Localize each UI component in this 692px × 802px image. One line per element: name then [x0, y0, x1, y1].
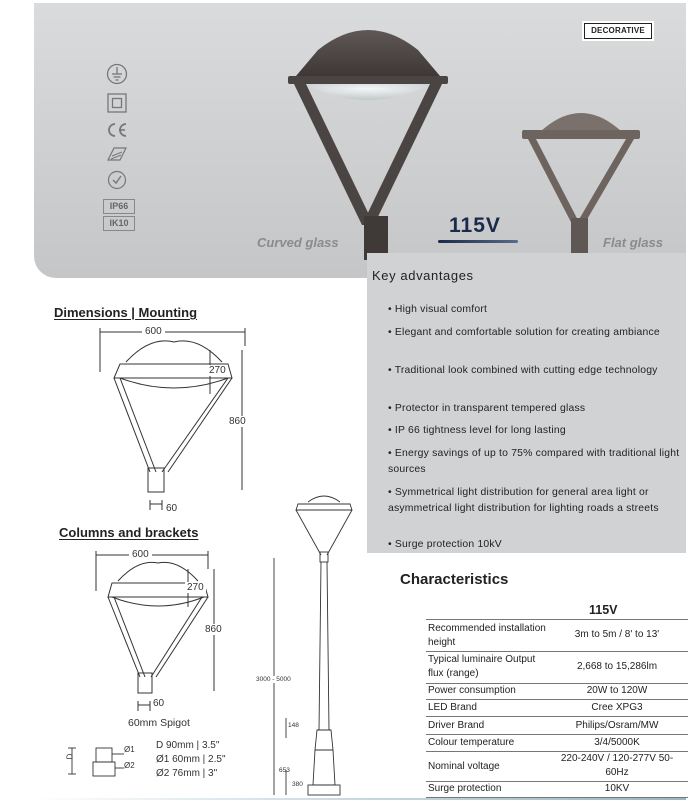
- voltage-label: 115V: [449, 214, 501, 237]
- advantage-item: • Energy savings of up to 75% compared with traditional light sources: [388, 448, 680, 475]
- table-row: [426, 752, 688, 782]
- row-label: Typical luminaire Output flux (range): [428, 654, 536, 679]
- row-label: Driver Brand: [428, 720, 485, 731]
- characteristics-title: Characteristics: [400, 571, 509, 588]
- advantage-item: • Surge protection 10kV: [388, 539, 502, 550]
- footer-rule: [30, 798, 686, 800]
- curved-glass-label: Curved glass: [257, 235, 339, 250]
- pole-dim-380: 380: [292, 781, 303, 788]
- curved-glass-luminaire: [280, 20, 456, 260]
- pole-dim-653: 653: [279, 767, 290, 774]
- voltage-underline: [438, 240, 518, 243]
- row-value: Philips/Osram/MW: [575, 720, 659, 731]
- row-value: 2,668 to 15,286lm: [576, 661, 658, 672]
- row-label: LED Brand: [428, 702, 477, 713]
- columns-title: Columns and brackets: [59, 525, 199, 540]
- decorative-badge: DECORATIVE: [584, 23, 652, 39]
- row-label: Recommended installation height: [428, 623, 546, 648]
- advantage-item: • Elegant and comfortable solution for creating ambiance: [388, 327, 660, 338]
- row-value: 10KV: [604, 783, 630, 794]
- dim-base: 60: [166, 503, 178, 514]
- table-row: [426, 735, 688, 752]
- flat-glass-label: Flat glass: [603, 235, 663, 250]
- table-row: [426, 684, 688, 700]
- spigot-spec-d: D 90mm | 3.5": [156, 740, 220, 751]
- spigot-d-label: D: [65, 753, 75, 760]
- table-row: [426, 782, 688, 798]
- table-row: [426, 652, 688, 684]
- key-advantages-title: Key advantages: [372, 268, 474, 283]
- row-label: Surge protection: [428, 783, 502, 794]
- spigot-d1-label: Ø1: [124, 745, 135, 754]
- ik10-rating: IK10: [103, 216, 135, 231]
- dim-width: 600: [142, 326, 165, 337]
- spigot-spec-d2: Ø2 76mm | 3": [156, 768, 218, 779]
- enec-mark-icon: [106, 146, 128, 164]
- pole-drawing: [270, 490, 360, 800]
- advantage-item: • Symmetrical light distribution for general area light or asymmetrical light distribution for lighting roads a streets: [388, 487, 659, 514]
- dim-head-height: 270: [209, 365, 226, 376]
- advantage-item: • Traditional look combined with cutting edge technology: [388, 365, 658, 376]
- flat-glass-luminaire: [518, 100, 644, 255]
- row-label: Colour temperature: [428, 737, 515, 748]
- table-row: [426, 700, 688, 717]
- characteristics-column-head: 115V: [589, 603, 618, 617]
- col-dim-total-height: 860: [205, 624, 222, 635]
- pole-height: 3000 - 5000: [256, 676, 291, 683]
- advantage-item: • Protector in transparent tempered glass: [388, 403, 586, 414]
- row-value: 3m to 5m / 8' to 13': [574, 629, 660, 640]
- row-label: Power consumption: [428, 685, 516, 696]
- advantage-item: • High visual comfort: [388, 304, 488, 315]
- dim-total-height: 860: [229, 416, 246, 427]
- row-value: 220-240V / 120-277V 50-60Hz: [560, 753, 674, 778]
- advantage-item: • IP 66 tightness level for long lasting: [388, 425, 566, 436]
- quality-check-icon: [107, 170, 127, 190]
- ip66-rating: IP66: [103, 199, 135, 214]
- dimensions-title: Dimensions | Mounting: [54, 305, 198, 320]
- spigot-spec-d1: Ø1 60mm | 2.5": [156, 754, 226, 765]
- row-value: 20W to 120W: [586, 685, 648, 696]
- table-row: [426, 717, 688, 735]
- row-label: Nominal voltage: [428, 761, 500, 772]
- spigot-drawing: [62, 744, 152, 784]
- col-dim-width: 600: [129, 549, 152, 560]
- pole-dim-148: 148: [288, 722, 299, 729]
- spigot-label: 60mm Spigot: [128, 717, 190, 729]
- spigot-d2-label: Ø2: [124, 761, 135, 770]
- table-row: [426, 620, 688, 652]
- ce-mark-icon: [105, 121, 129, 139]
- col-dim-head-height: 270: [187, 582, 204, 593]
- earth-ground-icon: [106, 63, 128, 85]
- row-value: 3/4/5000K: [594, 737, 640, 748]
- col-dim-base: 60: [153, 698, 165, 709]
- row-value: Cree XPG3: [591, 702, 643, 713]
- class-ii-icon: [107, 93, 127, 113]
